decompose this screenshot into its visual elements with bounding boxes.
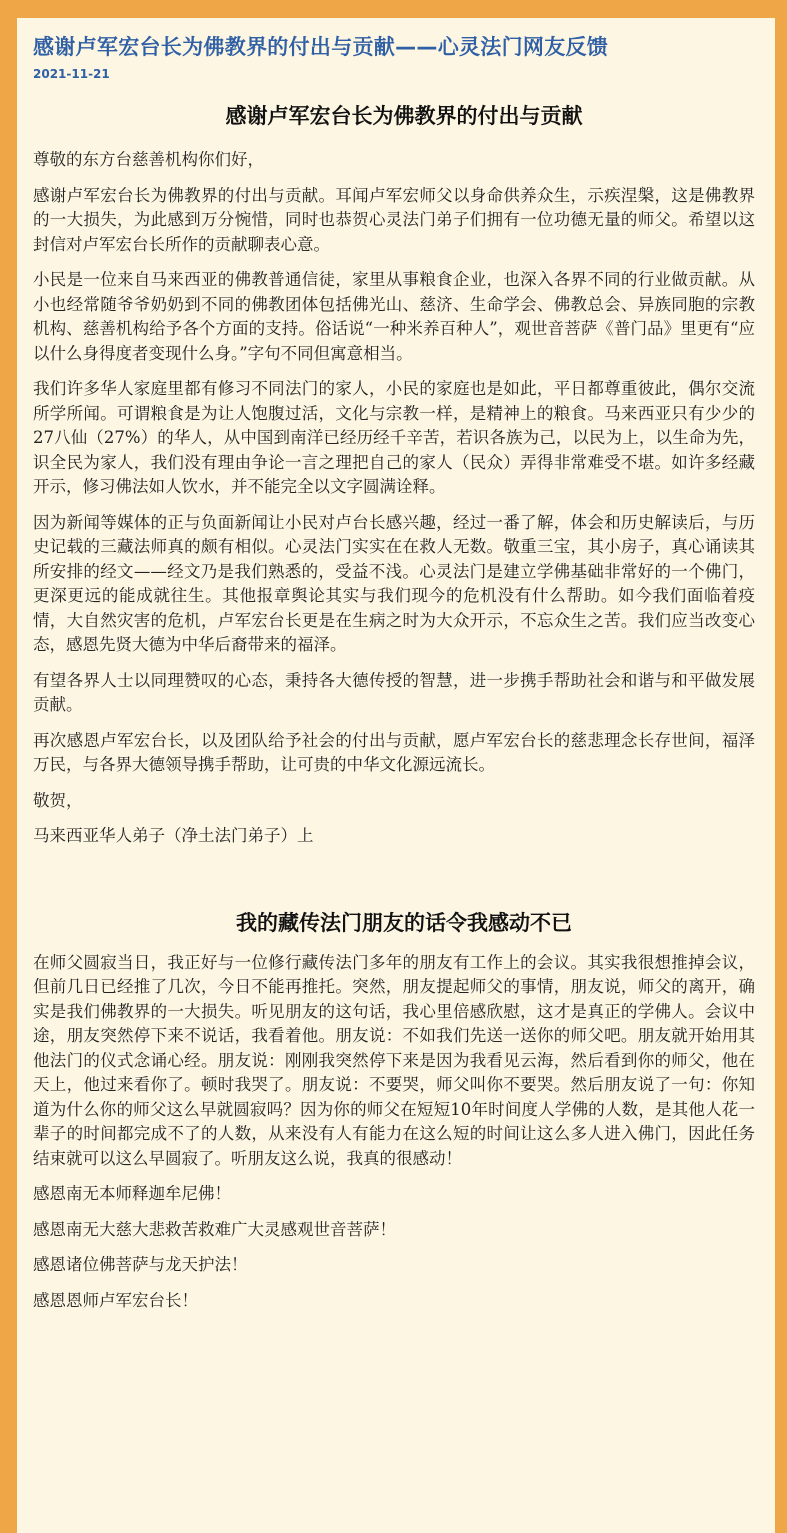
paragraph: 再次感恩卢军宏台长，以及团队给予社会的付出与贡献，愿卢军宏台长的慈悲理念长存世间，福泽万民，与各界大德领导携手帮助，让可贵的中华文化源远流长。 bbox=[33, 730, 755, 774]
paragraph: 感恩南无本师释迦牟尼佛！ bbox=[33, 1184, 231, 1203]
paragraph: 在师父圆寂当日，我正好与一位修行藏传法门多年的朋友有工作上的会议。其实我很想推掉会议，但前几日已经推了几次，今日不能再推托。突然，朋友提起师父的事情，朋友说，师父的离开，确实是我们佛教界的一大损失。听见朋友的这句话，我心里倍感欣慰，这才是真正的学佛人。会议中途，朋友突然停下来不说话，我看着他。朋友说：不如我们先送一送你的师父吧。朋友就开始用其他法门的仪式念诵心经。朋友说：刚刚我突然停下来是因为我看见云海，然后看到你的师父，他在天上，他过来看你了。顿时我哭了。朋友说：不要哭，师父叫你不要哭。然后朋友说了一句：你知道为什么你的师父这么早就圆寂吗？因为你的师父在短短10年时间度人学佛的人数，是其他人花一辈子的时间都完成不了的人数，从来没有人有能力在这么短的时间让这么多人进入佛门，因此任务结束就可以这么早圆寂了。听朋友这么说，我真的很感动！ bbox=[33, 952, 755, 1168]
paragraph: 小民是一位来自马来西亚的佛教普通信徒，家里从事粮食企业，也深入各界不同的行业做贡献。从小也经常随爷爷奶奶到不同的佛教团体包括佛光山、慈济、生命学会、佛教总会、异族同胞的宗教机构、慈善机构给予各个方面的支持。俗话说“一种米养百种人”，观世音菩萨《普门品》里更有“应以什么身得度者变现什么身。”字句不同但寓意相当。 bbox=[33, 270, 755, 363]
section-1-title: 感谢卢军宏台长为佛教界的付出与贡献 bbox=[225, 104, 583, 128]
paragraph: 感恩恩师卢军宏台长！ bbox=[33, 1290, 198, 1310]
section-2-title: 我的藏传法门朋友的话令我感动不已 bbox=[236, 910, 572, 935]
section-1-body bbox=[33, 148, 775, 849]
paragraph: 感谢卢军宏台长为佛教界的付出与贡献。耳闻卢军宏师父以身命供养众生，示疾涅槃，这是佛教界的一大损失，为此感到万分惋惜，同时也恭贺心灵法门弟子们拥有一位功德无量的师父。希望以这封信对卢军宏台长所作的贡献聊表心意。 bbox=[33, 185, 755, 254]
article-page bbox=[17, 18, 775, 1533]
article-title: 感谢卢军宏台长为佛教界的付出与贡献——心灵法门网友反馈 bbox=[33, 35, 609, 59]
paragraph: 感恩南无大慈大悲救苦救难广大灵感观世音菩萨！ bbox=[33, 1219, 396, 1239]
paragraph: 感恩诸位佛菩萨与龙天护法！ bbox=[33, 1255, 248, 1274]
paragraph: 敬贺， bbox=[33, 790, 83, 810]
section-2-body bbox=[33, 951, 775, 1314]
paragraph: 因为新闻等媒体的正与负面新闻让小民对卢台长感兴趣，经过一番了解，体会和历史解读后，与历史记载的三藏法师真的颇有相似。心灵法门实实在在救人无数。敬重三宝，其小房子，真心诵读其所安排的经文——经文乃是我们熟悉的，受益不浅。心灵法门是建立学佛基础非常好的一个佛门，更深更远的能成就往生。其他报章舆论其实与我们现今的危机没有什么帮助。如今我们面临着疫情，大自然灾害的危机，卢军宏台长更是在生病之时为大众开示，不忘众生之苦。我们应当改变心态，感恩先贤大德为中华后裔带来的福泽。 bbox=[33, 512, 755, 654]
paragraph: 有望各界人士以同理赞叹的心态，秉持各大德传授的智慧，进一步携手帮助社会和谐与和平做发展贡献。 bbox=[33, 670, 755, 714]
paragraph: 我们许多华人家庭里都有修习不同法门的家人，小民的家庭也是如此，平日都尊重彼此，偶尔交流所学所闻。可谓粮食是为让人饱腹过活，文化与宗教一样，是精神上的粮食。马来西亚只有少少的27八仙（27%）的华人，从中国到南洋已经历经千辛苦，若识各族为己，以民为上，以生命为先，识全民为家人，我们没有理由争论一言之理把自己的家人（民众）弄得非常难受不堪。如许多经藏开示，修习佛法如人饮水，并不能完全以文字圆满诠释。 bbox=[33, 379, 755, 496]
article-date: 2021-11-21 bbox=[33, 67, 110, 81]
paragraph: 尊敬的东方台慈善机构你们好， bbox=[33, 150, 264, 169]
paragraph: 马来西亚华人弟子（净土法门弟子）上 bbox=[33, 826, 314, 845]
